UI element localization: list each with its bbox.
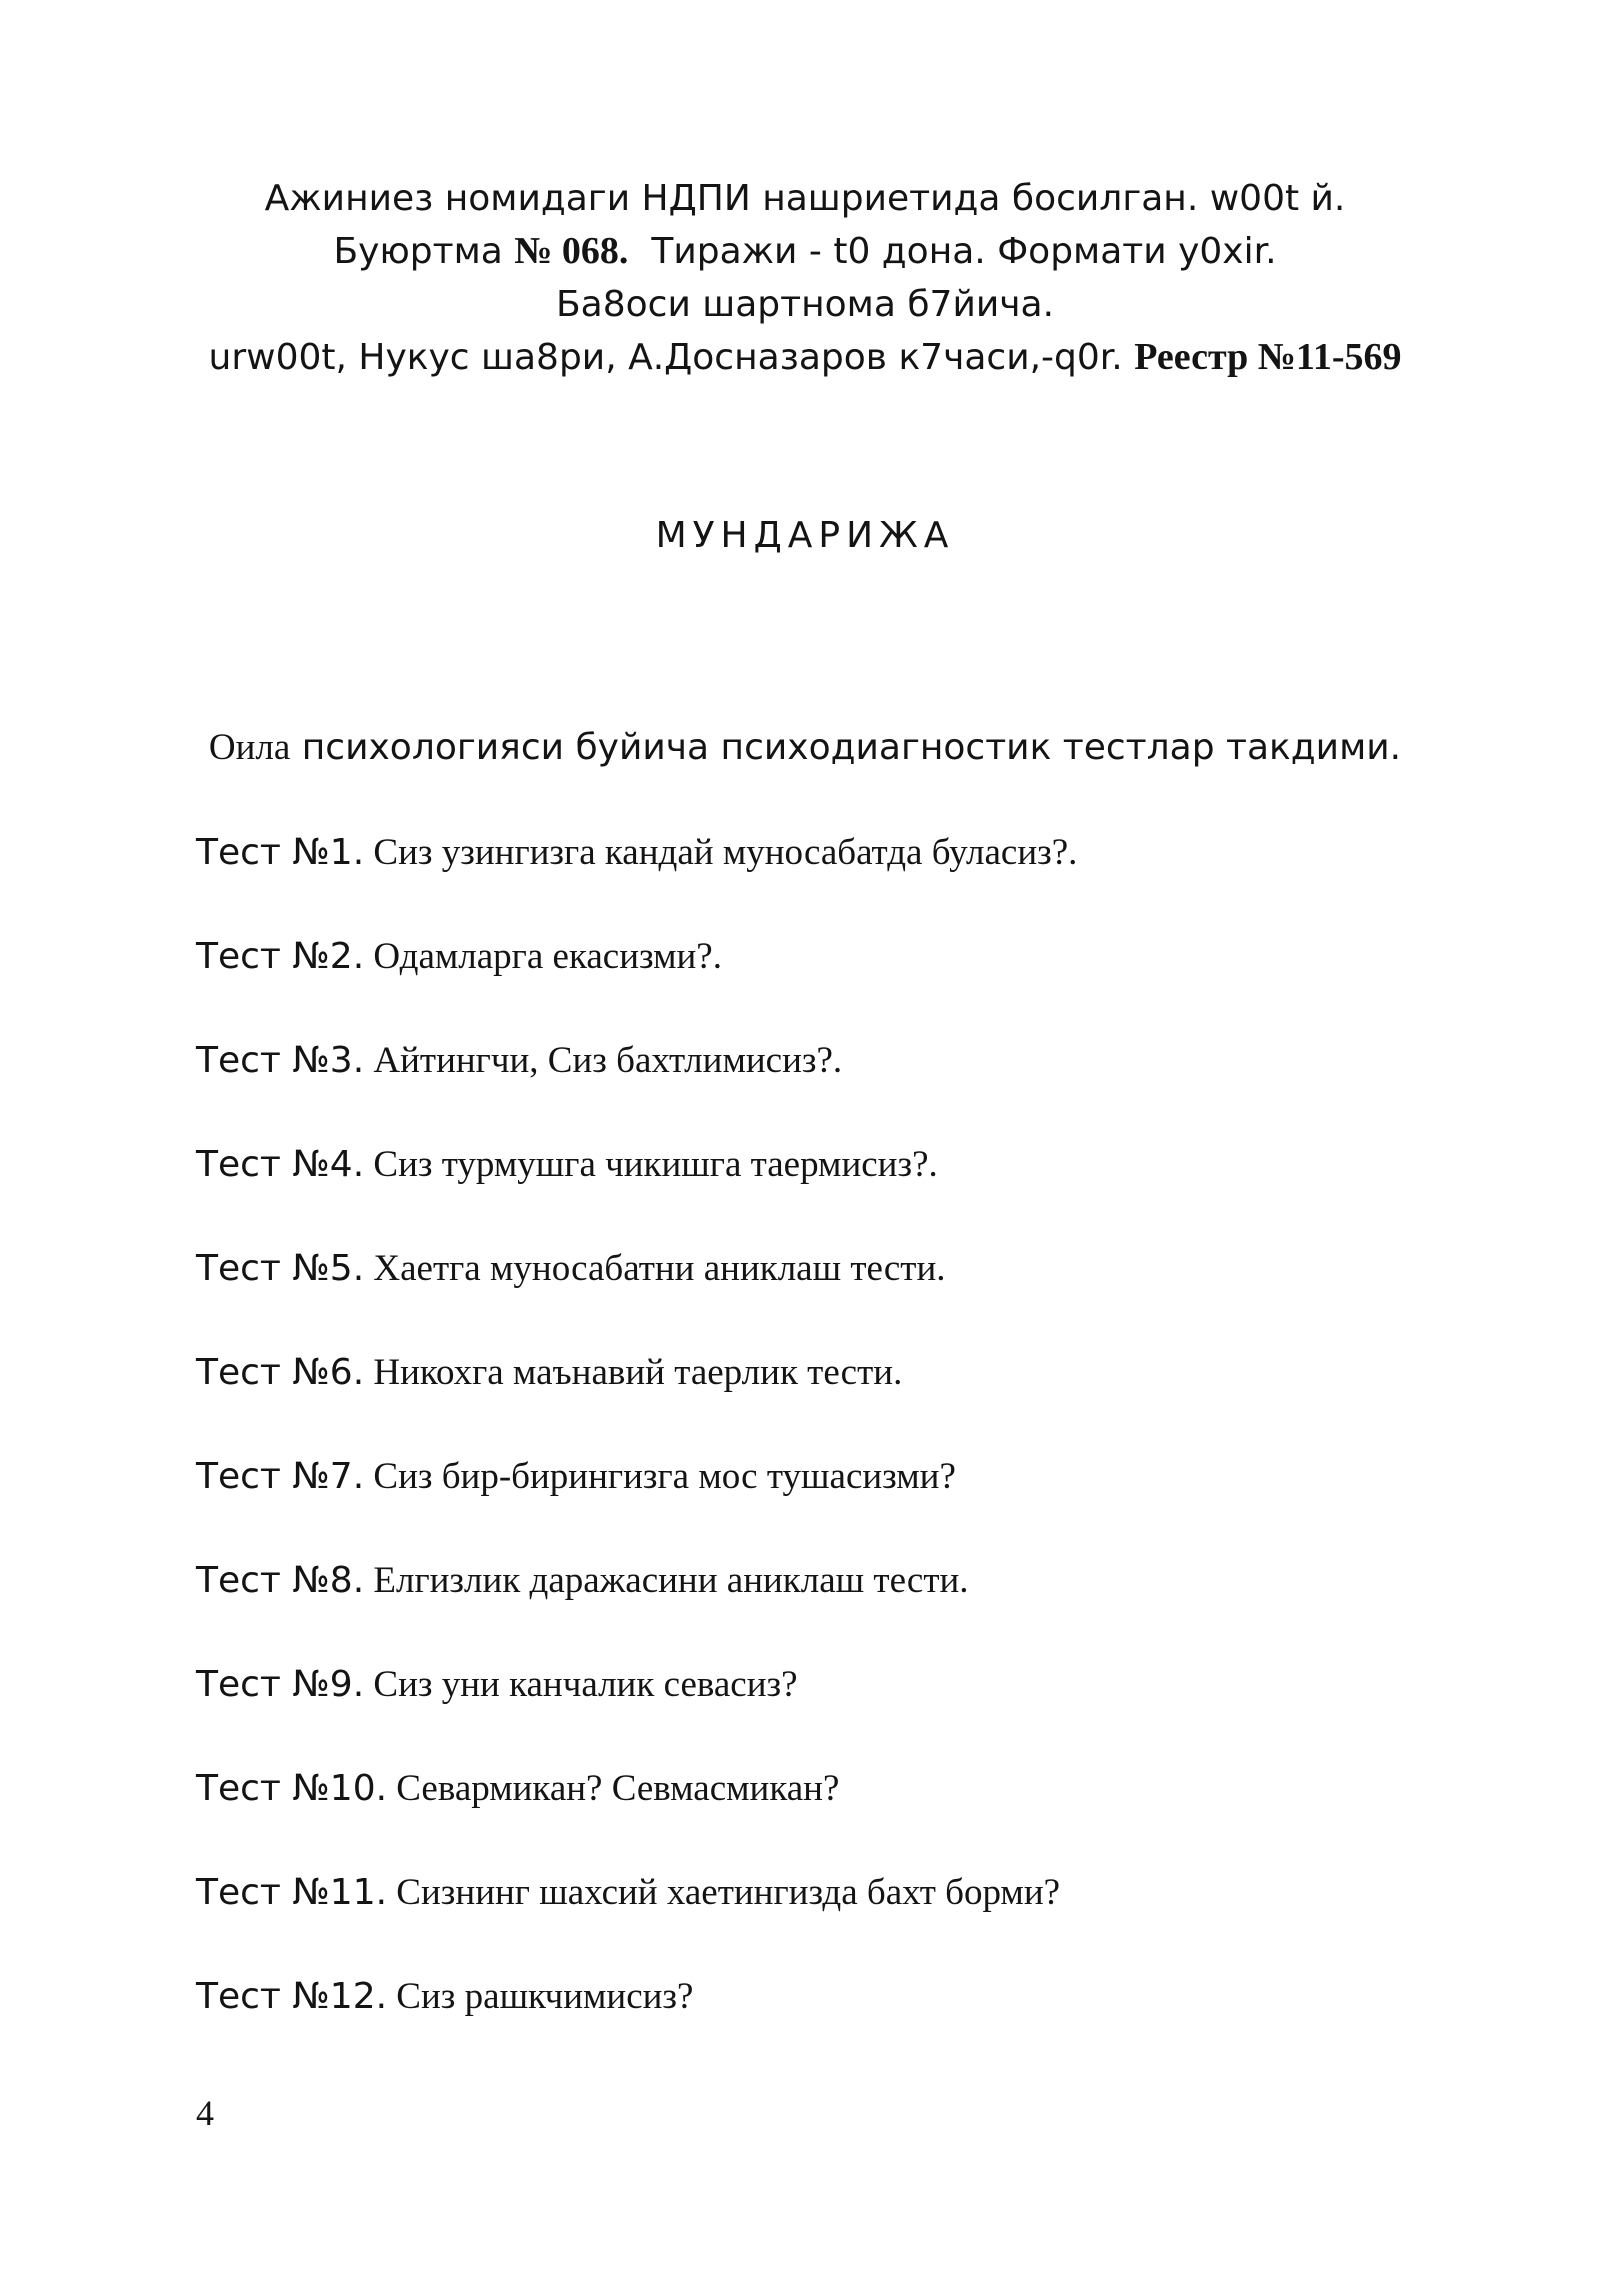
toc-item-title: Сиз узингизга кандай муносабатда буласиз?. [364,832,1078,873]
imprint-line-2 [0,225,1600,278]
toc-item-10 [196,1767,1077,1871]
toc-item-number: Тест №9. [196,1664,365,1705]
toc-item-title: Сиз турмушга чикишга таермисиз?. [364,1144,938,1185]
toc-item-title: Хаетга муносабатни аниклаш тести. [364,1248,946,1289]
imprint-order-number: № 068. [514,230,629,272]
toc-item-9 [196,1663,1077,1767]
toc-item-5 [196,1247,1077,1351]
page-number: 4 [196,2093,214,2133]
imprint-block [0,172,1600,384]
toc-item-title: Айтингчи, Сиз бахтлимисиз?. [364,1040,843,1081]
toc-item-number: Тест №11. [196,1872,388,1913]
toc-item-title: Одамларга екасизми?. [364,936,722,977]
toc-item-title: Севармикан? Севмасмикан? [387,1768,840,1809]
toc-item-number: Тест №2. [196,936,365,977]
toc-item-title: Сиз рашкчимисиз? [387,1976,694,2017]
imprint-circulation-format: Тиражи - t0 дона. Формати y0xir. [628,231,1277,272]
toc-item-number: Тест №7. [196,1456,365,1497]
imprint-line-4 [0,331,1600,384]
imprint-order-label: Буюртма [333,231,515,272]
toc-list [196,831,1077,2079]
toc-item-title: Сиз уни канчалик севасиз? [364,1664,798,1705]
imprint-registry: Реестр №11-569 [1134,336,1402,378]
toc-item-number: Тест №8. [196,1560,365,1601]
toc-subtitle-rest: психологияси буйича психодиагностик тестлар такдими. [290,727,1402,768]
toc-item-6 [196,1351,1077,1455]
toc-item-number: Тест №3. [196,1040,365,1081]
imprint-line-1: Ажиниез номидаги НДПИ нашриетида босилган. w00t й. [264,178,1346,219]
toc-item-number: Тест №4. [196,1144,365,1185]
toc-item-2 [196,935,1077,1039]
imprint-address: urw00t, Нукус ша8ри, А.Досназаров к7часи,-q0r. [208,337,1135,378]
toc-title: МУНДАРИЖА [655,515,955,556]
imprint-line-3: Ба8оси шартнома б7йича. [555,284,1055,325]
toc-item-number: Тест №6. [196,1352,365,1393]
toc-item-11 [196,1871,1077,1975]
toc-item-title: Сизнинг шахсий хаетингизда бахт борми? [387,1872,1061,1913]
toc-item-3 [196,1039,1077,1143]
toc-item-number: Тест №5. [196,1248,365,1289]
toc-item-4 [196,1143,1077,1247]
toc-item-title: Никохга маънавий таерлик тести. [364,1352,903,1393]
toc-item-8 [196,1559,1077,1663]
toc-item-title: Сиз бир-бирингизга мос тушасизми? [364,1456,956,1497]
toc-item-number: Тест №12. [196,1976,388,2017]
toc-item-12 [196,1975,1077,2079]
toc-subtitle [0,726,1600,769]
toc-item-number: Тест №10. [196,1768,388,1809]
toc-subtitle-lead: Оила [208,727,291,768]
toc-item-number: Тест №1. [196,832,365,873]
toc-item-7 [196,1455,1077,1559]
toc-item-1 [196,831,1077,935]
toc-item-title: Елгизлик даражасини аниклаш тести. [364,1560,969,1601]
